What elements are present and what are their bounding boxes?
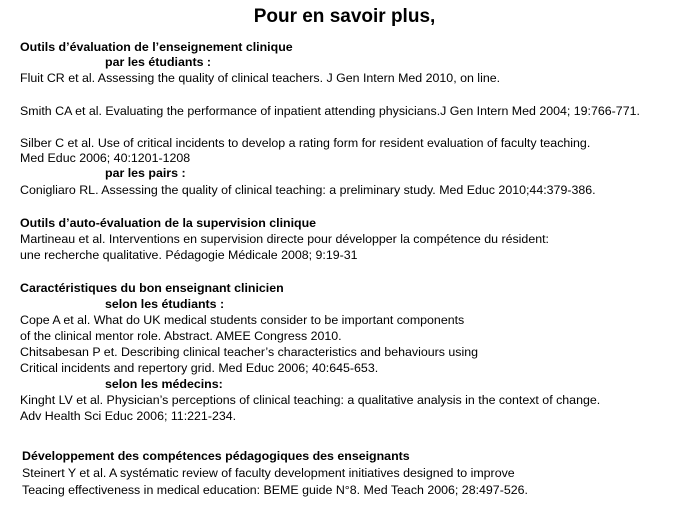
reference-silber-line2: Med Educ 2006; 40:1201-1208 bbox=[20, 151, 191, 165]
reference-chitsabesan-line2: Critical incidents and repertory grid. Med Educ 2006; 40:645-653. bbox=[20, 361, 379, 375]
page-title: Pour en savoir plus, bbox=[253, 6, 436, 27]
section-heading-self-evaluation: Outils d’auto-évaluation de la supervision clinique bbox=[20, 216, 317, 230]
reference-silber-line1: Silber C et al. Use of critical incidents to develop a rating form for resident evaluation of faculty teaching. bbox=[20, 136, 591, 150]
reference-martineau-line1: Martineau et al. Interventions en supervision directe pour développer la compétence du résident: bbox=[20, 232, 549, 246]
subheading-by-peers: par les pairs : bbox=[105, 166, 186, 180]
reference-kinght-line1: Kinght LV et al. Physician’s perceptions of clinical teaching: a qualitative analysis in the context of change. bbox=[20, 393, 601, 407]
section-heading-faculty-development: Développement des compétences pédagogiques des enseignants bbox=[22, 449, 410, 463]
reference-cope-line1: Cope A et al. What do UK medical students consider to be important components bbox=[20, 313, 465, 327]
reference-steinert-line2: Teacing effectiveness in medical education: BEME guide N°8. Med Teach 2006; 28:497-526. bbox=[22, 483, 528, 497]
reference-cope-line2: of the clinical mentor role. Abstract. AMEE Congress 2010. bbox=[20, 329, 342, 343]
reference-fluit: Fluit CR et al. Assessing the quality of clinical teachers. J Gen Intern Med 2010, on line. bbox=[20, 71, 501, 85]
subheading-according-students: selon les étudiants : bbox=[105, 297, 225, 311]
reference-martineau-line2: une recherche qualitative. Pédagogie Médicale 2008; 9:19-31 bbox=[20, 248, 358, 262]
subheading-by-students: par les étudiants : bbox=[105, 55, 212, 69]
subheading-according-physicians: selon les médecins: bbox=[105, 377, 223, 391]
reference-steinert-line1: Steinert Y et al. A systématic review of faculty development initiatives designed to improve bbox=[22, 466, 515, 480]
section-heading-evaluation-tools: Outils d’évaluation de l’enseignement clinique bbox=[20, 40, 293, 54]
reference-chitsabesan-line1: Chitsabesan P et. Describing clinical teacher’s characteristics and behaviours using bbox=[20, 345, 479, 359]
reference-kinght-line2: Adv Health Sci Educ 2006; 11:221-234. bbox=[20, 409, 237, 423]
reference-conigliaro: Conigliaro RL. Assessing the quality of clinical teaching: a preliminary study. Med Educ 2010;44:379-386. bbox=[20, 183, 596, 197]
section-heading-characteristics: Caractéristiques du bon enseignant clinicien bbox=[20, 281, 284, 295]
reference-smith: Smith CA et al. Evaluating the performance of inpatient attending physicians.J Gen Intern Med 2004; 19:766-771. bbox=[20, 104, 640, 118]
